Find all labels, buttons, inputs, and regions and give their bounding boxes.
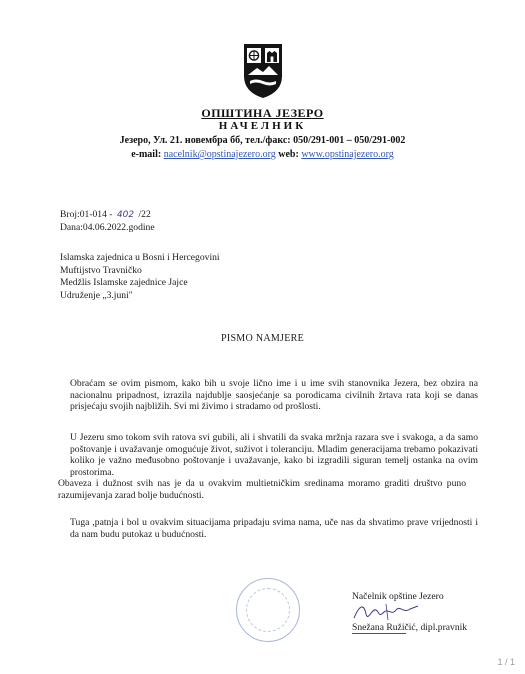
reference-number-prefix: Broj:01-014 - [60, 209, 113, 220]
institution-address: Језеро, Ул. 21. новембра бб, тел./факс: 050/291-001 – 050/291-002 [119, 135, 406, 146]
recipient-item: Medžlis Islamske zajednice Jajce [60, 277, 188, 288]
recipient-item: Islamska zajednica u Bosni i Hercegovini [60, 252, 220, 263]
email-label: e-mail: [131, 149, 162, 160]
reference-number-suffix: /22 [138, 209, 151, 220]
institution-title: ОПШТИНА ЈЕЗЕРО [201, 106, 324, 120]
institution-subtitle: НАЧЕЛНИК [218, 120, 307, 132]
recipient-list [60, 252, 220, 302]
official-stamp [236, 578, 300, 642]
web-label: web: [278, 149, 299, 160]
signature-underline [352, 633, 406, 634]
web-link[interactable]: www.opstinajezero.org [301, 149, 394, 160]
email-link[interactable]: nacelnik@opstinajezero.org [163, 149, 276, 160]
recipient-item: Muftijstvo Travničko [60, 264, 142, 276]
contact-line [0, 149, 525, 160]
body-paragraph: U Jezeru smo tokom svih ratova svi gubili, ali i shvatili da svaka mržnja razara sve i svakoga, a da samo poštovanje i uvažavanje omogućuje život, suživot i toleranciju. Mladim generacijama trebamo pokazivati koliko je važno međusobno poštovanje i uvažavanje, kako bi izgradili siguran temelj ostanka na ovim prostorima. [70, 432, 478, 478]
body-paragraph: Tuga ,patnja i bol u ovakvim situacijama pripadaju svima nama, uče nas da shvatimo prave vrijednosti i da nam budu putokaz u budućnosti. [70, 517, 478, 540]
signatory-title: Načelnik opštine Jezero [352, 591, 444, 602]
reference-number [60, 209, 151, 222]
body-paragraph: Obraćam se ovim pismom, kako bih u svoje lično ime i u ime svih stanovnika Jezera, bez obzira na nacionalnu pripadnost, izrazila najdublje saosjećanje sa porodicama civilnih žrtava rata koji se danas prisjećaju svojih najbližih. Svi mi živimo i stradamo od prošlosti. [70, 378, 478, 412]
document-date: Dana:04.06.2022.godine [60, 222, 155, 233]
page-number: 1 / 1 [497, 657, 515, 667]
signatory-name: Snežana Ružičić, dipl.pravnik [352, 622, 468, 633]
body-paragraph: Obaveza i dužnost svih nas je da u ovakvim multietničkim sredinama moramo graditi društvo puno razumijevanja zarad bolje budućnosti. [58, 478, 466, 501]
letter-title: PISMO NAMJERE [220, 333, 305, 344]
reference-number-handwritten: 402 [116, 210, 135, 220]
handwritten-signature [352, 600, 420, 624]
recipient-item: Udruženje „3.juni" [60, 289, 133, 301]
coat-of-arms-icon [242, 42, 284, 100]
